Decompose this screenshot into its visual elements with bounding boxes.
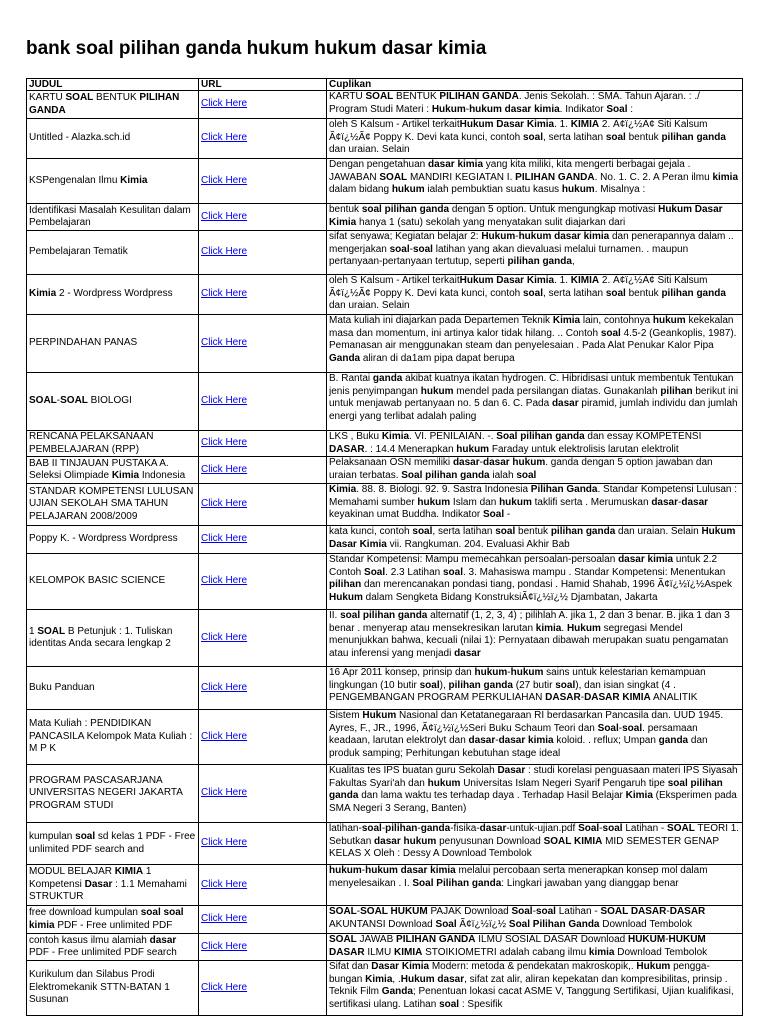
row-title: Kimia 2 - Wordpress Wordpress (27, 275, 199, 315)
row-snippet: SOAL-SOAL HUKUM PAJAK Download Soal-soal Latihan - SOAL DASAR-DASAR AKUNTANSI Download Soal Ã¢ï¿½ï¿½ Soal Pilihan Ganda Download Tembolok (327, 906, 743, 934)
row-snippet: SOAL JAWAB PILIHAN GANDA ILMU SOSIAL DASAR Download HUKUM-HUKUM DASAR ILMU KIMIA STOIKIOMETRI adalah cabang ilmu kimia Download Tembolok (327, 934, 743, 961)
row-snippet: Sistem Hukum Nasional dan Ketatanegaraan RI berdasarkan Pancasila dan. UUD 1945. Ayres, F., JR., 1996, Ã¢ï¿½ï¿½Seri Buku Schaum Teori dan Soal-soal. persamaan keadaan, larutan elektrolyt dan dasar-dasar kimia koloid. . reflux; Umpan ganda dan produk samping; Perhitungan kebutuhan stage ideal (327, 710, 743, 765)
click-here-link[interactable]: Click Here (201, 681, 248, 693)
row-snippet: Sifat dan Dasar Kimia Modern: metoda & pendekatan makroskopik,. Hukum pengga-bungan Kimia, .Hukum dasar, sifat zat alir, aliran kepekatan dan kompresibilitas, prinsip . Teknik Film Ganda; Penentuan lokasi cacat ASME V, Tanggung Sertifikasi, Ujian kualifikasi, sertifikasi ulang. Latihan soal : Spesifik (327, 961, 743, 1016)
table-row (27, 667, 743, 710)
table-row (27, 91, 743, 119)
row-title: Poppy K. - Wordpress Wordpress (27, 526, 199, 554)
page-title: bank soal pilihan ganda hukum hukum dasar kimia (26, 38, 487, 59)
table-row (27, 906, 743, 934)
table-row (27, 610, 743, 667)
row-title: kumpulan soal sd kelas 1 PDF - Free unlimited PDF search and (27, 823, 199, 865)
row-title: PERPINDAHAN PANAS (27, 315, 199, 373)
row-snippet: 16 Apr 2011 konsep, prinsip dan hukum-hukum sains untuk kelestarian kemampuan lingkungan (10 butir soal), pilihan ganda (27 butir soal), dan isian singkat (4 . PENGEMBANGAN PROGRAM PERKULIAHAN DASAR-DASAR KIMIA ANALITIK (327, 667, 743, 710)
row-title: KARTU SOAL BENTUK PILIHAN GANDA (27, 91, 199, 119)
row-snippet: LKS , Buku Kimia. VI. PENILAIAN. -. Soal pilihan ganda dan essay KOMPETENSI DASAR. : 14.4 Menerapkan hukum Faraday untuk elektrolisis larutan elektrolit (327, 431, 743, 457)
row-url-cell (199, 373, 327, 431)
table-row (27, 526, 743, 554)
click-here-link[interactable]: Click Here (201, 730, 248, 742)
click-here-link[interactable]: Click Here (201, 463, 248, 475)
row-title: KELOMPOK BASIC SCIENCE (27, 554, 199, 610)
click-here-link[interactable]: Click Here (201, 940, 248, 952)
row-title: SOAL-SOAL BIOLOGI (27, 373, 199, 431)
row-snippet: II. soal pilihan ganda alternatif (1, 2, 3, 4) ; pilihlah A. jika 1, 2 dan 3 benar. B. jika 1 dan 3 benar . menyerap atau mensekresikan larutan kimia. Hukum segregasi Mendel menunjukkan bahwa, kecuali (nilai 1): Pernyataan dibawah merupakan suatu pengamatan atau inferensi yang menjadi dasar (327, 610, 743, 667)
row-url-cell (199, 204, 327, 231)
row-snippet: Standar Kompetensi: Mampu memecahkan persoalan-persoalan dasar kimia untuk 2.2 Contoh Soal. 2.3 Latihan soal. 3. Mahasiswa mampu . Standar Kompetensi: Menentukan pilihan dan merencanakan pondasi tiang, pondasi . Hamid Shahab, 1996 Ã¢ï¿½ï¿½Aspek Hukum dalam Sengketa Bidang KonstruksiÃ¢ï¿½ï¿½ Djambatan, Jakarta (327, 554, 743, 610)
click-here-link[interactable]: Click Here (201, 575, 248, 587)
row-title: 1 SOAL B Petunjuk : 1. Tuliskan identitas Anda secara lengkap 2 (27, 610, 199, 667)
row-url-cell (199, 457, 327, 484)
row-url-cell (199, 554, 327, 610)
row-title: Mata Kuliah : PENDIDIKAN PANCASILA Kelompok Mata Kuliah : M P K (27, 710, 199, 765)
row-snippet: sifat senyawa; Kegiatan belajar 2: Hukum-hukum dasar kimia dan penerapannya dalam .. mengerjakan soal-soal latihan yang akan dievaluasi melalui turnamen. . maupun pertanyaan-pertanyaan tertutup, seperti pilihan ganda, (327, 231, 743, 275)
table-row (27, 554, 743, 610)
row-url-cell (199, 431, 327, 457)
click-here-link[interactable]: Click Here (201, 533, 248, 545)
row-snippet: Kimia. 88. 8. Biologi. 92. 9. Sastra Indonesia Pilihan Ganda. Standar Kompetensi Lulusan : Memahami sumber hukum Islam dan hukum taklifi serta . Merumuskan dasar-dasar keyakinan umat Buddha. Indikator Soal - (327, 484, 743, 526)
row-title: Pembelajaran Tematik (27, 231, 199, 275)
row-url-cell (199, 484, 327, 526)
header-url: URL (199, 79, 327, 91)
table-row (27, 484, 743, 526)
table-row (27, 710, 743, 765)
row-snippet: bentuk soal pilihan ganda dengan 5 option. Untuk mengungkap motivasi Hukum Dasar Kimia hanya 1 (satu) sekolah yang menyatakan sulit diajarkan dari (327, 204, 743, 231)
row-url-cell (199, 610, 327, 667)
table-body (27, 91, 743, 1016)
row-title: free download kumpulan soal soal kimia PDF - Free unlimited PDF (27, 906, 199, 934)
row-snippet: kata kunci, contoh soal, serta latihan soal bentuk pilihan ganda dan uraian. Selain Hukum Dasar Kimia vii. Rangkuman. 204. Evaluasi Akhir Bab (327, 526, 743, 554)
click-here-link[interactable]: Click Here (201, 337, 248, 349)
row-title: Kurikulum dan Silabus Prodi Elektromekanik STTN-BATAN 1 Susunan (27, 961, 199, 1016)
row-title: MODUL BELAJAR KIMIA 1 Kompetensi Dasar : 1.1 Memahami STRUKTUR (27, 865, 199, 906)
row-url-cell (199, 823, 327, 865)
table-row (27, 315, 743, 373)
row-url-cell (199, 91, 327, 119)
row-snippet: oleh S Kalsum - Artikel terkaitHukum Dasar Kimia. 1. KIMIA 2. Ã¢ï¿½Ã¢ Siti Kalsum Ã¢ï¿½Ã¢ Poppy K. Devi kata kunci, contoh soal, serta latihan soal bentuk pilihan ganda dan uraian. Selain (327, 119, 743, 159)
table-row (27, 204, 743, 231)
table-row (27, 865, 743, 906)
header-judul: JUDUL (27, 79, 199, 91)
table-row (27, 457, 743, 484)
click-here-link[interactable]: Click Here (201, 631, 248, 643)
row-snippet: hukum-hukum dasar kimia melalui percobaan serta menerapkan konsep mol dalam menyelesaikan . I. Soal Pilihan ganda: Lingkari jawaban yang dianggap benar (327, 865, 743, 906)
row-url-cell (199, 231, 327, 275)
row-title: BAB II TINJAUAN PUSTAKA A. Seleksi Olimpiade Kimia Indonesia (27, 457, 199, 484)
row-snippet: Pelaksanaan OSN memiliki dasar-dasar hukum. ganda dengan 5 option jawaban dan uraian terbatas. Soal pilihan ganda ialah soal (327, 457, 743, 484)
click-here-link[interactable]: Click Here (201, 132, 248, 144)
table-row (27, 373, 743, 431)
row-url-cell (199, 526, 327, 554)
click-here-link[interactable]: Click Here (201, 98, 248, 110)
table-row (27, 275, 743, 315)
row-url-cell (199, 906, 327, 934)
row-url-cell (199, 119, 327, 159)
row-url-cell (199, 667, 327, 710)
row-title: STANDAR KOMPETENSI LULUSAN UJIAN SEKOLAH SMA TAHUN PELAJARAN 2008/2009 (27, 484, 199, 526)
row-title: contoh kasus ilmu alamiah dasar PDF - Free unlimited PDF search (27, 934, 199, 961)
row-snippet: Dengan pengetahuan dasar kimia yang kita miliki, kita mengerti berbagai gejala . JAWABAN SOAL MANDIRI KEGIATAN I. PILIHAN GANDA. No. 1. C. 2. A Peran ilmu kimia dalam bidang hukum ialah pembuktian suatu kasus hukum. Misalnya : (327, 159, 743, 204)
click-here-link[interactable]: Click Here (201, 395, 248, 407)
click-here-link[interactable]: Click Here (201, 174, 248, 186)
row-title: RENCANA PELAKSANAAN PEMBELAJARAN (RPP) (27, 431, 199, 457)
table-row (27, 823, 743, 865)
row-url-cell (199, 934, 327, 961)
results-table (26, 78, 743, 1016)
click-here-link[interactable]: Click Here (201, 837, 248, 849)
table-row (27, 159, 743, 204)
table-row (27, 119, 743, 159)
table-row (27, 765, 743, 823)
click-here-link[interactable]: Click Here (201, 210, 248, 222)
table-row (27, 431, 743, 457)
row-url-cell (199, 315, 327, 373)
row-url-cell (199, 275, 327, 315)
click-here-link[interactable]: Click Here (201, 437, 248, 449)
click-here-link[interactable]: Click Here (201, 787, 248, 799)
row-snippet: Mata kuliah ini diajarkan pada Departemen Teknik Kimia lain, contohnya hukum kekekalan masa dan momentum, ini artinya kalor tidak hilang. .. Contoh soal 4.5-2 (Geankoplis, 1987). Pemanasan air menggunakan steam dan penyelesaian . Pada Alat Penukar Kalor Pipa Ganda aliran di da1am pipa dapat berupa (327, 315, 743, 373)
row-snippet: KARTU SOAL BENTUK PILIHAN GANDA. Jenis Sekolah. : SMA. Tahun Ajaran. : ./ Program Studi Materi : Hukum-hukum dasar kimia. Indikator Soal : (327, 91, 743, 119)
row-title: KSPengenalan Ilmu Kimia (27, 159, 199, 204)
row-snippet: oleh S Kalsum - Artikel terkaitHukum Dasar Kimia. 1. KIMIA 2. Ã¢ï¿½Ã¢ Siti Kalsum Ã¢ï¿½Ã¢ Poppy K. Devi kata kunci, contoh soal, serta latihan soal bentuk pilihan ganda dan uraian. Selain (327, 275, 743, 315)
click-here-link[interactable]: Click Here (201, 878, 248, 890)
row-url-cell (199, 159, 327, 204)
row-title: PROGRAM PASCASARJANA UNIVERSITAS NEGERI JAKARTA PROGRAM STUDI (27, 765, 199, 823)
row-title: Buku Panduan (27, 667, 199, 710)
click-here-link[interactable]: Click Here (201, 981, 248, 993)
header-cuplikan: Cuplikan (327, 79, 743, 91)
table-row (27, 231, 743, 275)
row-url-cell (199, 961, 327, 1016)
row-url-cell (199, 710, 327, 765)
click-here-link[interactable]: Click Here (201, 913, 248, 925)
row-url-cell (199, 865, 327, 906)
row-snippet: latihan-soal-pilihan-ganda-fisika-dasar-untuk-ujian.pdf Soal-soal Latihan - SOAL TEORI 1. Sebutkan dasar hukum penyusunan Download SOAL KIMIA MID SEMESTER GENAP KELAS X Oleh : Dessy A Download Tembolok (327, 823, 743, 865)
row-title: Untitled - Alazka.sch.id (27, 119, 199, 159)
row-snippet: Kualitas tes IPS buatan guru Sekolah Dasar : studi korelasi penguasaan materi IPS Siyasah Fakultas Syari'ah dan hukum Universitas Islam Negeri Syarif Pengaruh tipe soal pilihan ganda dan lama waktu tes terhadap daya . Terhadap Hasil Belajar Kimia (Eksperimen pada SMA Negeri 3 Serang, Banten) (327, 765, 743, 823)
table-header-row (27, 79, 743, 91)
click-here-link[interactable]: Click Here (201, 288, 248, 300)
table-row (27, 961, 743, 1016)
row-snippet: B. Rantai ganda akibat kuatnya ikatan hydrogen. C. Hibridisasi untuk membentuk Tentukan jenis penyimpangan hukum mendel pada persilangan diatas. Gunakanlah pilihan berikut ini untuk menjawab pertanyaan no. 5 dan 6. C. Pada dasar piramid, jumlah individu dan jumlah energi yang terlibat adalah paling (327, 373, 743, 431)
click-here-link[interactable]: Click Here (201, 246, 248, 258)
row-title: Identifikasi Masalah Kesulitan dalam Pembelajaran (27, 204, 199, 231)
table-row (27, 934, 743, 961)
click-here-link[interactable]: Click Here (201, 498, 248, 510)
row-url-cell (199, 765, 327, 823)
